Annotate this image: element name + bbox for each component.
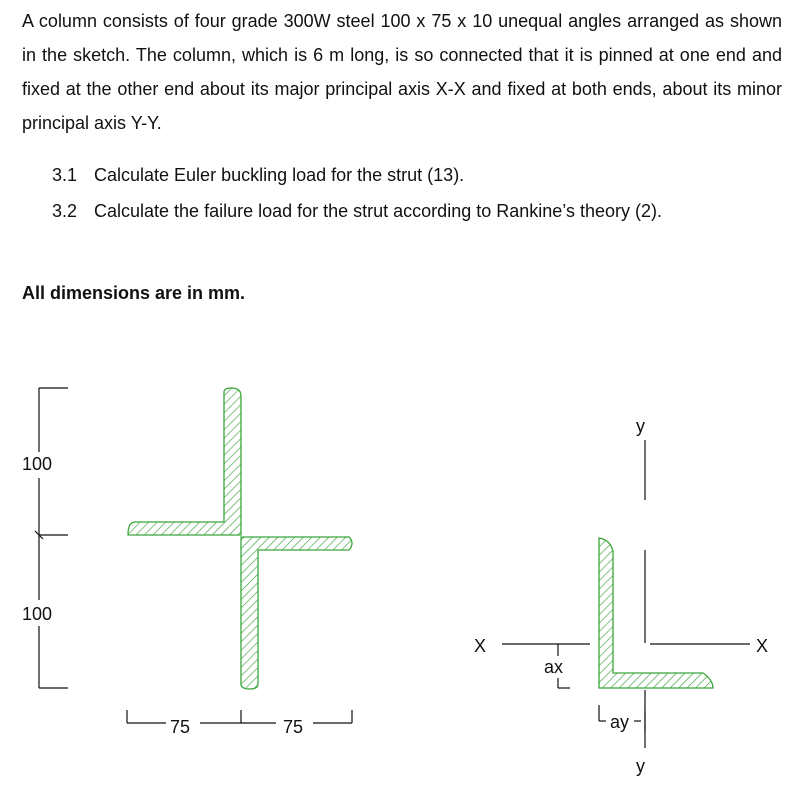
centroid-distance-ax: ax: [544, 657, 564, 677]
question-number: 3.1: [52, 165, 78, 185]
axis-x-right-label: X: [756, 636, 769, 656]
dimension-upper-100: 100: [22, 454, 53, 474]
single-angle: [599, 538, 713, 688]
horizontal-dimension: [127, 710, 352, 723]
dimension-right-75: 75: [283, 717, 304, 737]
dimension-lower-100: 100: [22, 604, 53, 624]
question-number: 3.2: [52, 201, 78, 221]
problem-statement: A column consists of four grade 300W steel 100 x 75 x 10 unequal angles arranged as shown in the sketch. The column, which is 6 m long, is so connected that it is pinned at one end and fixed at the other end about its major principal axis X-X and fixed at both ends, about its minor principal axis Y-Y.: [22, 11, 782, 133]
cross-section-four-angles: [128, 388, 352, 689]
centroid-distance-ay: ay: [610, 712, 630, 732]
angle-top-left: [128, 388, 241, 535]
principal-axes: [502, 440, 750, 748]
vertical-dimension: [35, 388, 68, 688]
question-text: Calculate the failure load for the strut according to Rankine’s theory (2).: [94, 201, 662, 221]
question-text: Calculate Euler buckling load for the strut (13).: [94, 165, 465, 185]
dimension-left-75: 75: [170, 717, 191, 737]
angle-l-shape: [599, 538, 713, 688]
axis-x-left-label: X: [474, 636, 487, 656]
angle-bottom-right: [241, 537, 352, 689]
axis-y-top-label: y: [636, 416, 645, 436]
dimensions-note: All dimensions are in mm.: [22, 283, 246, 303]
axis-y-bottom-label: y: [636, 756, 645, 776]
